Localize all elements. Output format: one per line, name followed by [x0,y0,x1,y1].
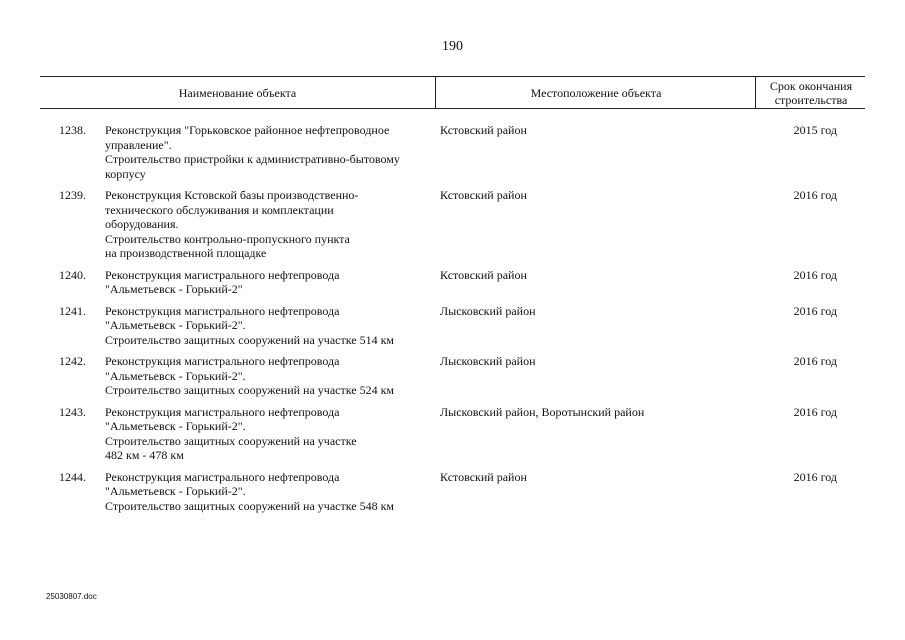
row-number: 1238. [59,123,86,137]
object-name [105,123,435,181]
object-name-line: Реконструкция магистрального нефтепровода [105,404,340,419]
construction-term: 2015 год [793,123,837,137]
object-name [105,470,435,514]
row-number: 1240. [59,267,86,282]
header-term-line2: строительства [774,92,848,107]
object-name-line: Реконструкция магистрального нефтепровода [105,267,340,282]
object-location: Лысковский район [440,354,536,368]
document-filename: 25030807.doc [46,592,97,601]
construction-term: 2016 год [793,404,837,419]
object-name-line: 482 км - 478 км [105,448,184,462]
object-location: Лысковский район, Воротынский район [440,404,645,419]
table-row [40,304,865,348]
object-name [105,405,435,463]
object-location: Кстовский район [440,469,527,484]
object-name-line: оборудования. [105,217,179,231]
table-header [40,76,865,109]
object-location: Кстовский район [440,188,527,202]
header-name-column: Наименование объекта [178,85,297,100]
header-location-column: Местоположение объекта [435,77,756,108]
object-name [105,304,435,348]
object-name-line: управление". [105,137,172,152]
object-location: Кстовский район [440,123,527,137]
header-term-line1: Срок окончания [769,78,853,93]
object-location: Лысковский район [440,303,536,318]
object-name-line: "Альметьевск - Горький-2". [105,419,246,433]
object-name-line: Реконструкция магистрального нефтепровода [105,354,340,368]
object-name-line: Строительство контрольно-пропускного пункта [105,231,350,246]
row-number: 1243. [59,404,86,419]
object-location: Кстовский район [440,267,527,282]
object-name-line: корпусу [105,166,146,181]
table-row [40,470,865,514]
object-name-line: на производственной площадке [105,246,267,260]
object-name-line: "Альметьевск - Горький-2" [105,282,243,296]
object-name [105,268,435,297]
construction-term: 2016 год [793,469,837,484]
object-name-line: Строительство защитных сооружений на участке 548 км [105,498,394,513]
table-row [40,405,865,463]
table-row [40,188,865,261]
construction-term: 2016 год [793,267,837,282]
object-name-line: Строительство пристройки к административно-бытовому [105,152,400,166]
table-row [40,123,865,181]
table-body [40,123,865,520]
object-name-line: Реконструкция магистрального нефтепровода [105,303,340,318]
table-row [40,268,865,297]
object-name-line: "Альметьевск - Горький-2". [105,318,246,332]
construction-term: 2016 год [793,303,837,318]
object-name-line: "Альметьевск - Горький-2". [105,484,246,498]
object-name-line: Реконструкция "Горьковское районное нефтепроводное [105,123,390,137]
table-row [40,354,865,398]
row-number: 1244. [59,469,86,484]
object-name-line: Строительство защитных сооружений на участке [105,433,357,448]
object-name [105,354,435,398]
object-name-line: Реконструкция Кстовской базы производственно- [105,188,359,202]
object-name-line: Строительство защитных сооружений на участке 514 км [105,332,394,347]
object-name-line: Реконструкция магистрального нефтепровода [105,469,340,484]
object-name-line: технического обслуживания и комплектации [105,202,334,217]
object-name [105,188,435,261]
row-number: 1241. [59,303,86,318]
page-number: 190 [442,39,463,54]
header-term-column [755,77,866,108]
row-number: 1239. [59,188,86,202]
object-name-line: Строительство защитных сооружений на участке 524 км [105,383,394,397]
object-name-line: "Альметьевск - Горький-2". [105,368,246,383]
construction-term: 2016 год [793,188,837,202]
row-number: 1242. [59,354,86,368]
construction-term: 2016 год [793,354,837,368]
